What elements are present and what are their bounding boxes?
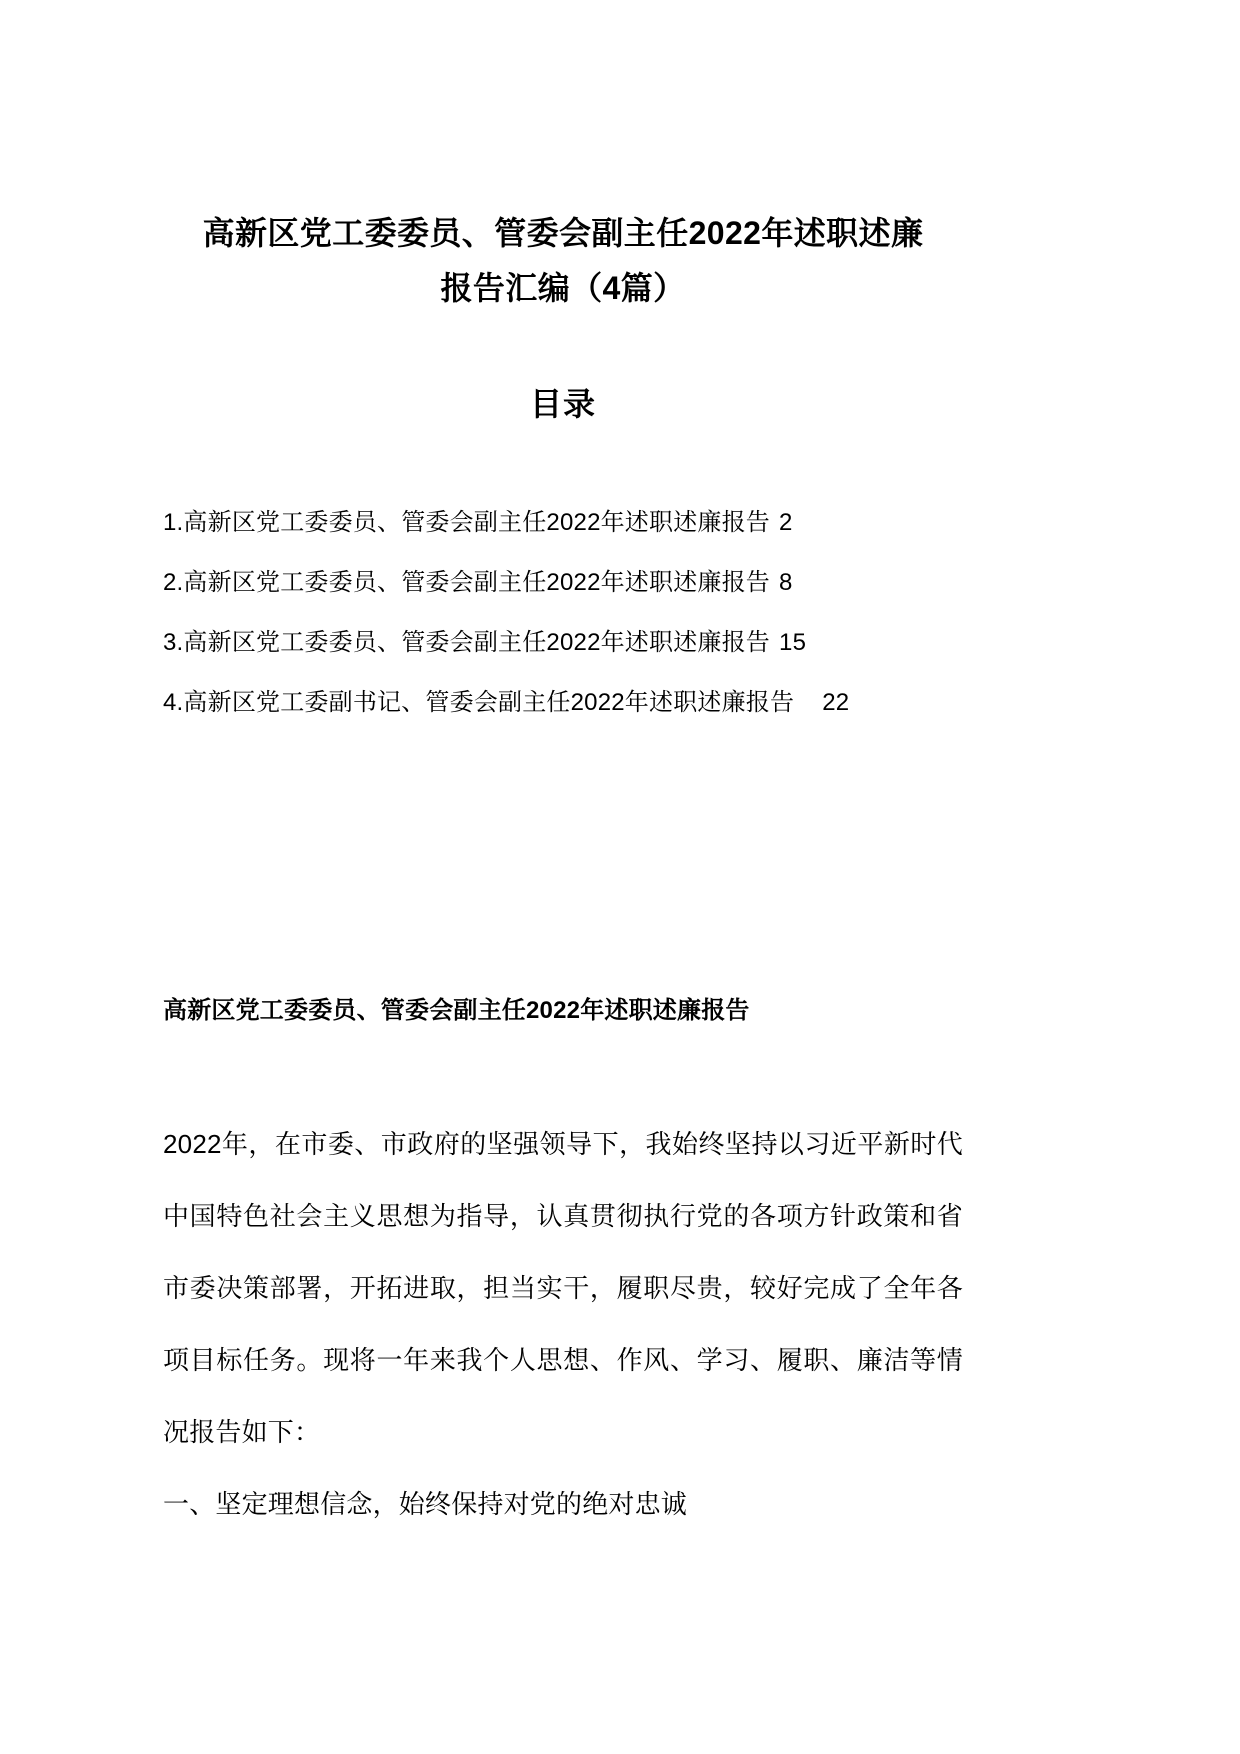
report-section-title: 高新区党工委委员、管委会副主任2022年述职述廉报告 [163,997,750,1025]
toc-entry-page-number: 15 [779,629,807,657]
table-of-contents-heading: 目录 [529,386,596,423]
document-title [163,0,963,316]
table-of-contents-list [163,425,963,733]
toc-entry-title: 高新区党工委委员、管委会副主任2022年述职述廉报告 [183,629,771,657]
toc-entry-number: 3. [163,629,184,657]
toc-entry-4[interactable] [163,673,963,733]
toc-entry-page-number: 8 [779,569,793,597]
toc-entry-title: 高新区党工委副书记、管委会副主任2022年述职述廉报告 [183,689,795,717]
toc-entry-2[interactable] [163,553,963,613]
toc-entry-title: 高新区党工委委员、管委会副主任2022年述职述廉报告 [183,569,771,597]
document-title-line-2: 报告汇编（4篇） [440,270,686,307]
toc-entry-number: 1. [163,509,184,537]
report-heading-one: 一、坚定理想信念，始终保持对党的绝对忠诚 [163,1489,688,1520]
toc-entry-title: 高新区党工委委员、管委会副主任2022年述职述廉报告 [183,509,771,537]
report-paragraph: 2022年，在市委、市政府的坚强领导下，我始终坚持以习近平新时代中国特色社会主义思想为指导，认真贯彻执行党的各项方针政策和省市委决策部署，开拓进取，担当实干，履职尽贵，较好完成了全年各项目标任务。现将一年来我个人思想、作风、学习、履职、廉洁等情况报告如下： [163,1129,963,1448]
toc-entry-1[interactable] [163,493,963,553]
document-title-line-1: 高新区党工委委员、管委会副主任2022年述职述廉 [202,215,924,251]
toc-entry-page-number: 2 [779,509,793,537]
page-content-column [163,0,963,1540]
toc-entry-page-number: 22 [822,689,850,717]
toc-entry-number: 4. [163,689,184,717]
toc-entry-number: 2. [163,569,184,597]
toc-entry-3[interactable] [163,613,963,673]
report-body [163,733,963,1540]
